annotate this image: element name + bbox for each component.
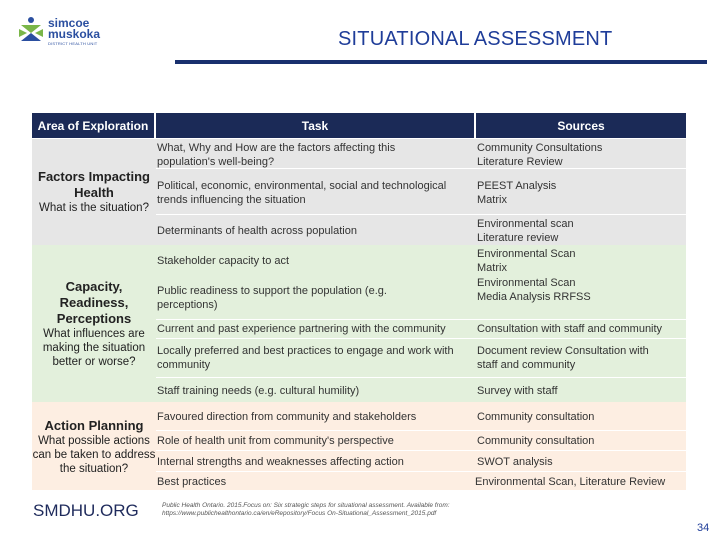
area-title: Capacity, Readiness, Perceptions <box>56 279 132 326</box>
area-question: What is the situation? <box>39 202 149 214</box>
area-factors-impacting-health <box>30 169 158 215</box>
source-cell: Community consultation <box>477 435 595 447</box>
task-cell: Determinants of health across population <box>157 225 357 237</box>
page-number: 34 <box>697 522 710 534</box>
task-cell: What, Why and How are the factors affecting this population's well-being? <box>157 142 396 168</box>
row-separator <box>156 430 686 431</box>
row-separator <box>156 450 686 451</box>
task-cell: Staff training needs (e.g. cultural humility) <box>157 385 360 397</box>
task-cell: Internal strengths and weaknesses affecting action <box>157 456 404 468</box>
source-cell: Document review Consultation with staff and community <box>477 345 649 371</box>
header-area-of-exploration: Area of Exploration <box>32 113 154 138</box>
source-cell: Environmental scan Literature review <box>477 218 574 244</box>
row-separator <box>156 338 686 339</box>
simcoe-muskoka-logo <box>18 16 118 50</box>
logo-text-simcoe: simcoe <box>48 16 90 30</box>
source-cell: Environmental Scan, Literature Review <box>475 476 666 488</box>
header-task: Task <box>156 113 474 138</box>
area-capacity-readiness-perceptions <box>30 279 158 369</box>
title-underline <box>175 60 707 64</box>
health-unit-logo-icon <box>18 16 44 46</box>
task-cell: Public readiness to support the population (e.g. perceptions) <box>157 285 387 311</box>
logo-tagline: DISTRICT HEALTH UNIT <box>48 41 98 46</box>
task-cell: Role of health unit from community's perspective <box>157 435 394 447</box>
task-cell: Favoured direction from community and stakeholders <box>157 411 417 423</box>
source-cell: Environmental Scan Media Analysis RRFSS <box>477 277 591 303</box>
source-cell: Community consultation <box>477 411 595 423</box>
source-cell: SWOT analysis <box>477 456 553 468</box>
task-cell: Best practices <box>157 476 227 488</box>
task-cell: Stakeholder capacity to act <box>157 255 290 267</box>
source-cell: PEEST Analysis Matrix <box>477 180 557 206</box>
row-separator <box>156 214 686 215</box>
footer-website: SMDHU.ORG <box>33 501 139 520</box>
citation: Public Health Ontario. 2015.Focus on: Six strategic steps for situational assessment. Available from: https://www.publichealthontario.ca/en/eRepository/Focus On-Situational_Assessment_2015.pdf <box>162 502 450 517</box>
task-cell: Political, economic, environmental, social and technological trends influencing the situation <box>157 180 447 206</box>
row-separator <box>156 319 686 320</box>
logo-text-muskoka: muskoka <box>48 27 101 41</box>
source-cell: Community Consultations Literature Review <box>477 142 603 168</box>
source-cell: Survey with staff <box>477 385 558 397</box>
area-question: What influences are making the situation better or worse? <box>42 328 146 368</box>
area-question: What possible actions can be taken to address the situation? <box>32 435 156 475</box>
row-separator <box>156 377 686 378</box>
task-cell: Current and past experience partnering with the community <box>157 323 446 335</box>
area-action-planning <box>30 418 158 476</box>
task-cell: Locally preferred and best practices to engage and work with community <box>157 345 454 371</box>
source-cell: Consultation with staff and community <box>477 323 663 335</box>
source-cell: Environmental Scan Matrix <box>477 248 576 274</box>
area-title: Factors Impacting Health <box>38 169 150 200</box>
header-sources: Sources <box>476 113 686 138</box>
page-title: SITUATIONAL ASSESSMENT <box>338 28 613 50</box>
area-title: Action Planning <box>44 418 144 433</box>
row-separator <box>156 471 686 472</box>
